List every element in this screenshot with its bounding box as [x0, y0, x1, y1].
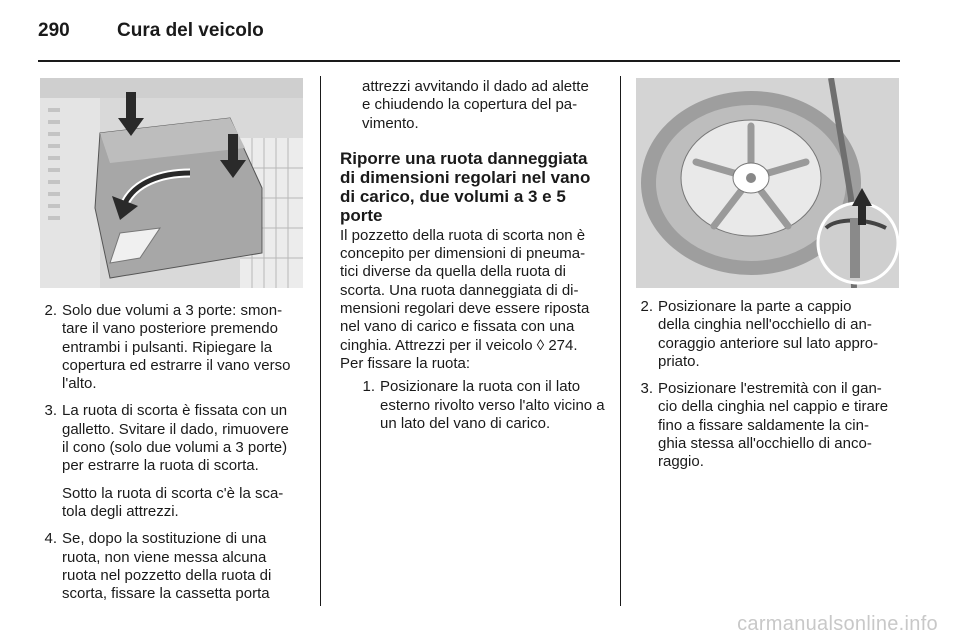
text-line: mensioni regolari deve essere riposta — [340, 300, 590, 318]
left-column — [40, 302, 305, 612]
text-line: Solo due volumi a 3 porte: smon- — [62, 302, 283, 319]
instruction-item — [40, 302, 305, 393]
text-line: esterno rivolto verso l'alto vicino a — [380, 396, 605, 414]
trunk-cover-removal-illustration-icon — [40, 78, 303, 288]
instruction-item — [40, 402, 305, 475]
right-column — [636, 298, 902, 481]
instruction-item — [40, 530, 305, 603]
instruction-item — [636, 298, 902, 371]
text-line: galletto. Svitare il dado, rimuovere — [62, 420, 289, 438]
text-line: tare il vano posteriore premendo — [62, 320, 278, 338]
item-number: 3. — [640, 380, 653, 398]
text-line: La ruota di scorta è fissata con un — [62, 402, 288, 420]
heading-line: di dimensioni regolari nel vano — [340, 167, 591, 187]
header-divider — [38, 60, 900, 62]
text-line: entrambi i pulsanti. Ripiegare la — [62, 338, 273, 356]
text-line: della cinghia nell'occhiello di an- — [658, 316, 872, 334]
text-line: l'alto. — [62, 375, 97, 393]
text-line: priato. — [658, 352, 700, 370]
spare-wheel-strap-illustration-icon — [636, 78, 899, 288]
item-number: 1. — [362, 378, 375, 396]
heading-line: porte — [340, 205, 383, 225]
item-text — [62, 402, 305, 475]
item-text — [658, 298, 902, 371]
text-line: il cono (solo due volumi a 3 porte) — [62, 439, 288, 457]
spare-wheel-figure — [636, 78, 899, 288]
continuation-paragraph — [362, 78, 610, 133]
section-title: Cura del veicolo — [117, 20, 264, 41]
item-number: 2. — [640, 298, 653, 315]
text-line: vimento. — [362, 114, 419, 132]
text-line: cio della cinghia nel cappio e tirare — [658, 398, 889, 416]
text-line: raggio. — [658, 453, 704, 471]
item-text — [658, 380, 902, 471]
column-divider-1 — [320, 76, 321, 606]
text-line: nel vano di carico e fissata con una — [340, 318, 575, 336]
text-line: coraggio anteriore sul lato appro- — [658, 334, 879, 352]
text-line: e chiudendo la copertura del pa- — [362, 96, 578, 114]
heading-line: di carico, due volumi a 3 e 5 — [340, 186, 566, 206]
instruction-item — [340, 378, 610, 433]
text-line: Sotto la ruota di scorta c'è la sca- — [62, 484, 284, 502]
text-line: cinghia. Attrezzi per il veicolo ◊ 274. — [340, 336, 578, 354]
text-line: scorta. Una ruota danneggiata di di- — [340, 281, 579, 299]
text-line: tici diverse da quella della ruota di — [340, 263, 566, 281]
text-line: copertura ed estrarre il vano verso — [62, 356, 291, 374]
note-paragraph — [62, 485, 305, 522]
heading-line: Riporre una ruota danneggiata — [340, 148, 588, 168]
item-text — [62, 302, 305, 393]
item-number: 4. — [44, 530, 57, 548]
text-line: Se, dopo la sostituzione di una — [62, 530, 267, 548]
column-divider-2 — [620, 76, 621, 606]
item-text — [62, 530, 305, 603]
text-line: per estrarre la ruota di scorta. — [62, 457, 259, 475]
text-line: Per fissare la ruota: — [340, 354, 471, 372]
text-line: Il pozzetto della ruota di scorta non è — [340, 226, 586, 244]
text-line: un lato del vano di carico. — [380, 414, 551, 432]
page-number: 290 — [38, 20, 70, 41]
text-line: attrezzi avvitando il dado ad alette — [362, 78, 589, 95]
instruction-item — [636, 380, 902, 471]
trunk-cover-figure — [40, 78, 303, 288]
text-line: concepito per dimensioni di pneuma- — [340, 245, 586, 263]
page-header — [38, 14, 898, 46]
text-line: ghia stessa all'occhiello di anco- — [658, 435, 872, 453]
middle-column — [340, 78, 610, 442]
item-number: 2. — [44, 302, 57, 319]
item-text — [380, 378, 610, 433]
text-line: fino a fissare saldamente la cin- — [658, 416, 869, 434]
text-line: Posizionare l'estremità con il gan- — [658, 380, 882, 398]
item-number: 3. — [44, 402, 57, 420]
text-line: Posizionare la ruota con il lato — [380, 378, 581, 396]
body-paragraph — [340, 227, 610, 373]
subsection-heading — [340, 149, 610, 225]
text-line: ruota nel pozzetto della ruota di — [62, 566, 272, 584]
watermark: carmanualsonline.info — [737, 613, 938, 635]
text-line: ruota, non viene messa alcuna — [62, 548, 267, 566]
text-line: Posizionare la parte a cappio — [658, 298, 852, 315]
text-line: scorta, fissare la cassetta porta — [62, 585, 270, 603]
text-line: tola degli attrezzi. — [62, 502, 179, 520]
